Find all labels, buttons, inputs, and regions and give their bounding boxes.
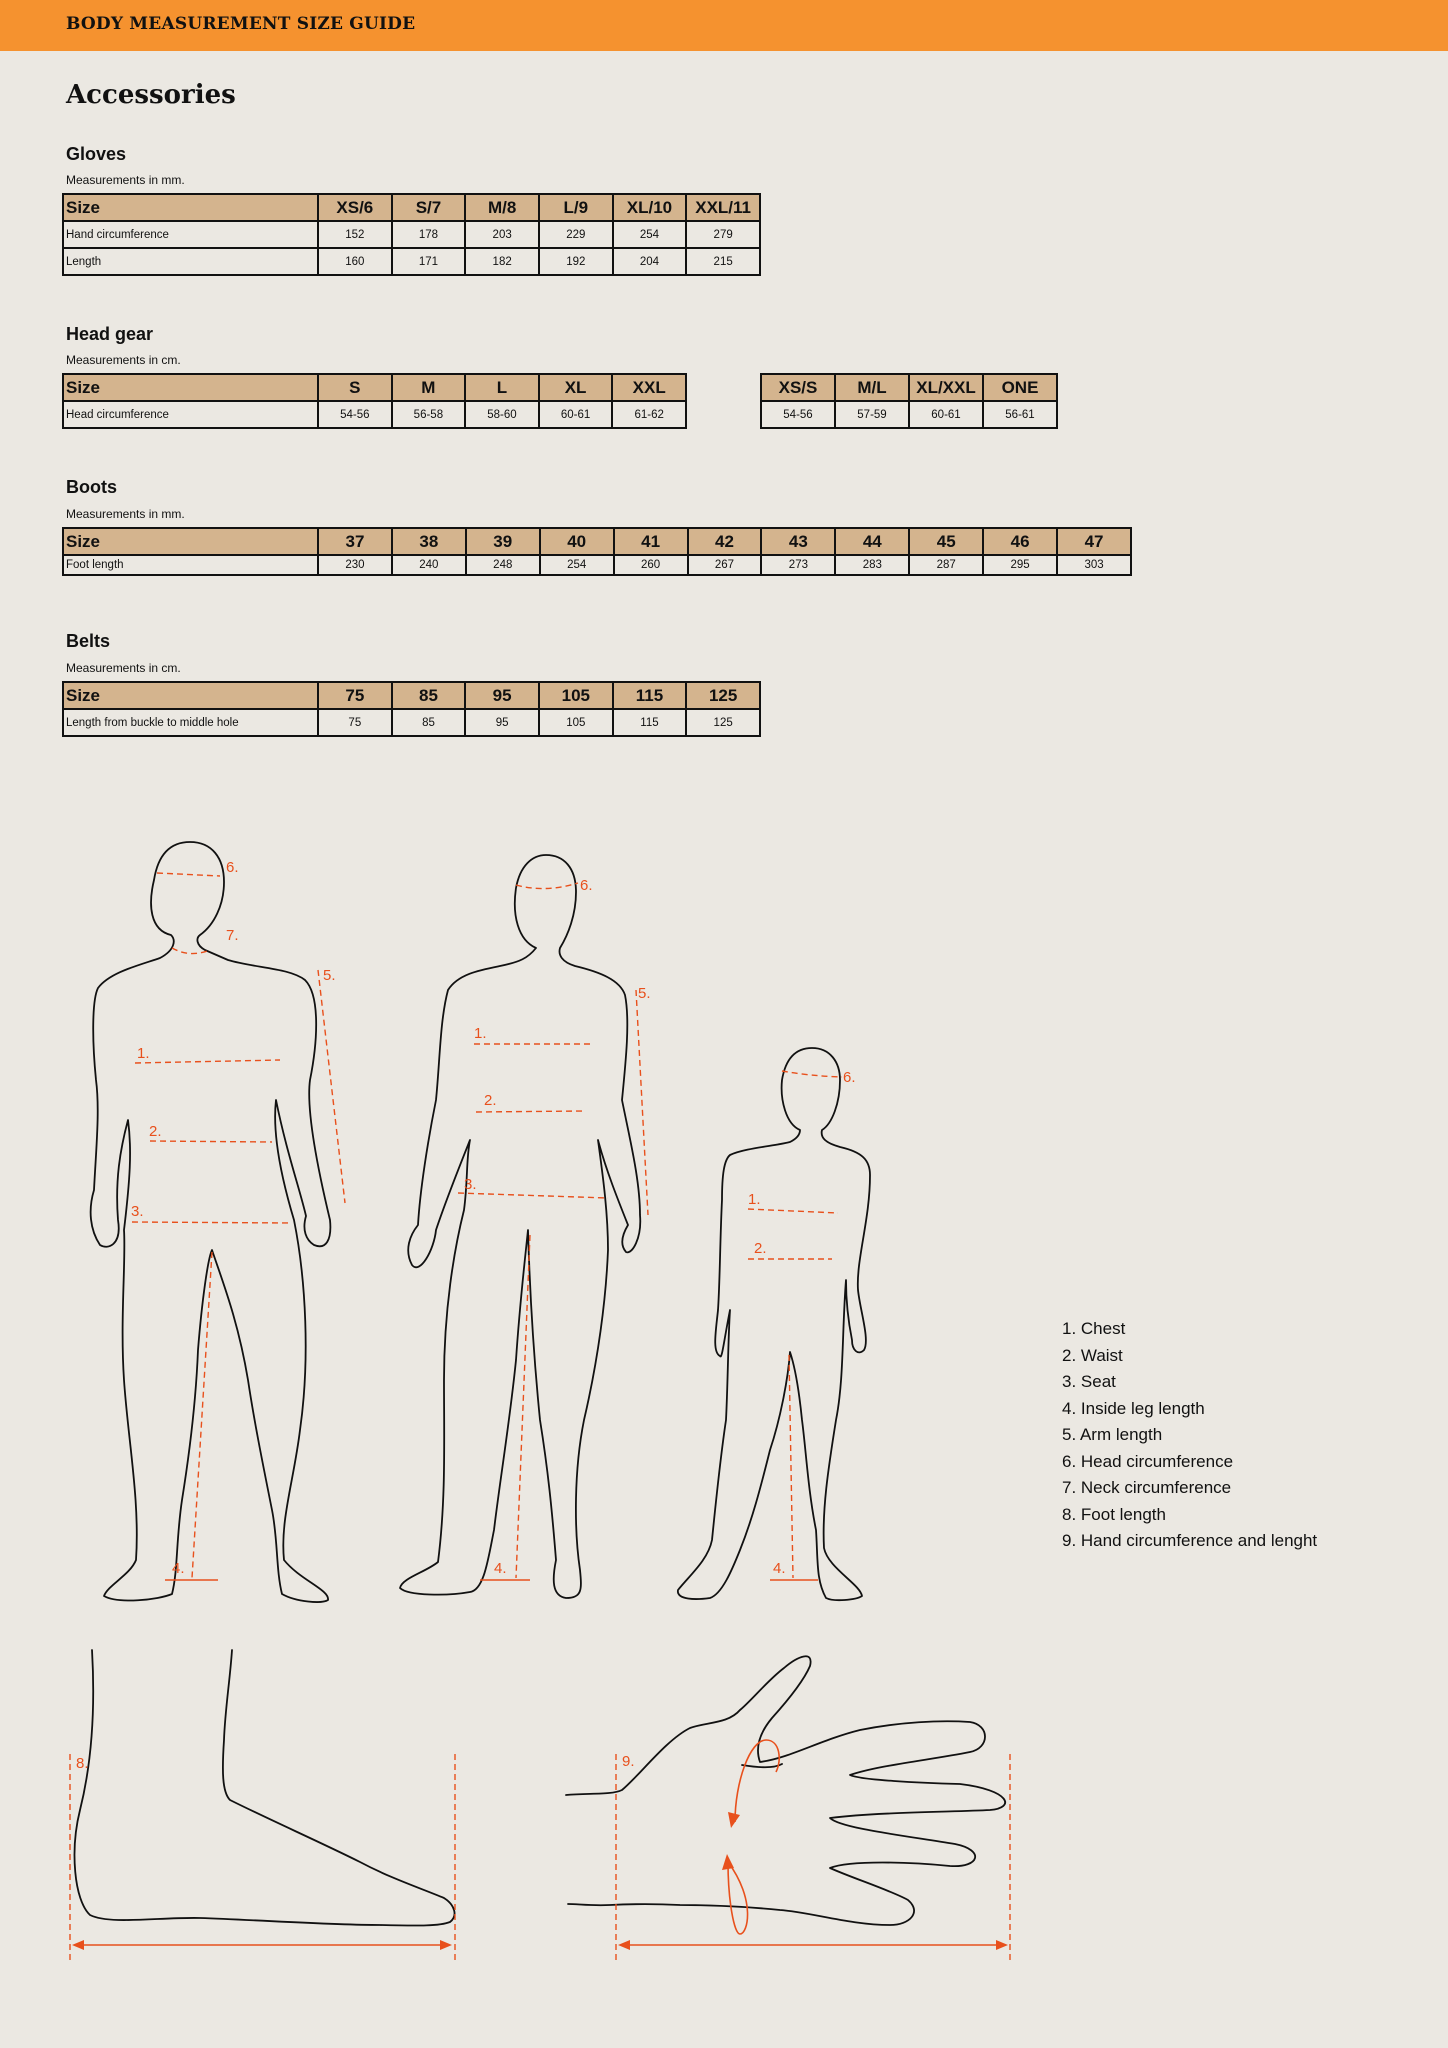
table-cell: 115 — [613, 709, 687, 736]
table-cell: 287 — [909, 555, 983, 575]
legend-item-chest: 1. Chest — [1062, 1319, 1126, 1338]
table-cell: 56-61 — [983, 401, 1057, 428]
measurement-legend — [1062, 1316, 1317, 1555]
header-cell: S/7 — [392, 194, 466, 221]
man-label-inside-leg: 4. — [172, 1560, 185, 1577]
table-cell: 171 — [392, 248, 466, 275]
hand-figure — [566, 1656, 1010, 1963]
header-cell: 38 — [392, 528, 466, 555]
row-label-cell: Hand circumference — [63, 221, 318, 248]
table-cell: 95 — [465, 709, 539, 736]
table-cell: 203 — [465, 221, 539, 248]
table-cell: 248 — [466, 555, 540, 575]
child-label-inside-leg: 4. — [773, 1560, 786, 1577]
man-label-arm: 5. — [323, 967, 336, 984]
table-cell: 254 — [613, 221, 687, 248]
legend-item-arm-length: 5. Arm length — [1062, 1425, 1163, 1444]
belts-title: Belts — [66, 631, 111, 651]
row-label-cell: Length from buckle to middle hole — [63, 709, 318, 736]
header-cell: M — [392, 374, 466, 401]
table-cell: 152 — [318, 221, 392, 248]
header-cell: 47 — [1057, 528, 1131, 555]
table-cell: 303 — [1057, 555, 1131, 575]
header-cell: XXL — [612, 374, 686, 401]
table-cell: 60-61 — [539, 401, 613, 428]
header-cell: 39 — [466, 528, 540, 555]
header-title: BODY MEASUREMENT SIZE GUIDE — [66, 14, 416, 34]
woman-label-waist: 2. — [484, 1092, 497, 1109]
child-label-waist: 2. — [754, 1240, 767, 1257]
woman-figure — [400, 855, 651, 1598]
row-label-cell: Length — [63, 248, 318, 275]
table-cell: 178 — [392, 221, 466, 248]
table-cell: 192 — [539, 248, 613, 275]
header-cell: XS/6 — [318, 194, 392, 221]
man-label-chest: 1. — [137, 1045, 150, 1062]
row-label-cell: Foot length — [63, 555, 318, 575]
table-cell: 54-56 — [318, 401, 392, 428]
table-cell: 105 — [539, 709, 613, 736]
header-cell: XL/10 — [613, 194, 687, 221]
header-cell: XL — [539, 374, 613, 401]
header-cell: 45 — [909, 528, 983, 555]
header-cell: M/L — [835, 374, 909, 401]
headgear-title: Head gear — [66, 324, 154, 344]
header-cell: 95 — [465, 682, 539, 709]
table-cell: 56-58 — [392, 401, 466, 428]
table-cell: 267 — [688, 555, 762, 575]
table-cell: 283 — [835, 555, 909, 575]
legend-item-waist: 2. Waist — [1062, 1345, 1123, 1365]
woman-label-inside-leg: 4. — [494, 1560, 507, 1577]
table-cell: 160 — [318, 248, 392, 275]
man-label-head: 6. — [226, 859, 239, 876]
man-label-seat: 3. — [131, 1203, 144, 1220]
foot-label-length: 8. — [76, 1755, 89, 1772]
boots-title: Boots — [66, 477, 117, 497]
header-cell-size: Size — [63, 374, 318, 401]
man-label-waist: 2. — [149, 1123, 162, 1140]
header-cell: 46 — [983, 528, 1057, 555]
header-cell: S — [318, 374, 392, 401]
header-cell: 41 — [614, 528, 688, 555]
header-cell: 125 — [686, 682, 760, 709]
gloves-note: Measurements in mm. — [66, 173, 185, 187]
table-cell: 230 — [318, 555, 392, 575]
belts-note: Measurements in cm. — [66, 661, 181, 675]
header-cell: XXL/11 — [686, 194, 760, 221]
gloves-title: Gloves — [66, 144, 127, 164]
legend-item-hand-circumference: 9. Hand circumference and lenght — [1062, 1531, 1318, 1550]
table-cell: 75 — [318, 709, 392, 736]
child-label-chest: 1. — [748, 1191, 761, 1208]
header-cell-size: Size — [63, 194, 318, 221]
table-cell: 54-56 — [761, 401, 835, 428]
man-label-neck: 7. — [226, 927, 239, 944]
table-cell: 58-60 — [465, 401, 539, 428]
header-cell: XL/XXL — [909, 374, 983, 401]
table-cell: 85 — [392, 709, 466, 736]
table-cell: 60-61 — [909, 401, 983, 428]
legend-item-foot-length: 8. Foot length — [1062, 1504, 1166, 1524]
child-label-head: 6. — [843, 1069, 856, 1086]
header-cell-size: Size — [63, 528, 318, 555]
woman-label-head: 6. — [580, 877, 593, 894]
header-cell: 85 — [392, 682, 466, 709]
table-cell: 61-62 — [612, 401, 686, 428]
table-cell: 57-59 — [835, 401, 909, 428]
header-cell-size: Size — [63, 682, 318, 709]
man-figure — [91, 842, 345, 1602]
legend-item-seat: 3. Seat — [1062, 1372, 1116, 1391]
woman-label-seat: 3. — [464, 1176, 477, 1193]
table-cell: 125 — [686, 709, 760, 736]
legend-item-inside-leg: 4. Inside leg length — [1062, 1398, 1205, 1418]
table-cell: 182 — [465, 248, 539, 275]
foot-figure — [70, 1650, 455, 1963]
headgear-note: Measurements in cm. — [66, 353, 181, 367]
table-cell: 240 — [392, 555, 466, 575]
header-cell: 44 — [835, 528, 909, 555]
header-cell: 40 — [540, 528, 614, 555]
legend-item-head-circumference: 6. Head circumference — [1062, 1451, 1234, 1471]
hand-label-circumference: 9. — [622, 1753, 635, 1770]
woman-label-chest: 1. — [474, 1025, 487, 1042]
row-label-cell: Head circumference — [63, 401, 318, 428]
woman-label-arm: 5. — [638, 985, 651, 1002]
table-cell: 254 — [540, 555, 614, 575]
table-cell: 215 — [686, 248, 760, 275]
header-cell: 43 — [761, 528, 835, 555]
table-cell: 229 — [539, 221, 613, 248]
header-cell: 75 — [318, 682, 392, 709]
boots-note: Measurements in mm. — [66, 507, 185, 521]
header-cell: 115 — [613, 682, 687, 709]
table-cell: 273 — [761, 555, 835, 575]
legend-item-neck-circumference: 7. Neck circumference — [1062, 1478, 1232, 1497]
header-cell: 105 — [539, 682, 613, 709]
table-cell: 204 — [613, 248, 687, 275]
header-cell: M/8 — [465, 194, 539, 221]
page-title: Accessories — [66, 80, 236, 110]
child-figure — [678, 1048, 870, 1600]
header-cell: L — [465, 374, 539, 401]
header-cell: XS/S — [761, 374, 835, 401]
table-cell: 260 — [614, 555, 688, 575]
header-cell: 42 — [688, 528, 762, 555]
header-cell: 37 — [318, 528, 392, 555]
header-cell: L/9 — [539, 194, 613, 221]
header-cell: ONE — [983, 374, 1057, 401]
table-cell: 295 — [983, 555, 1057, 575]
table-cell: 279 — [686, 221, 760, 248]
